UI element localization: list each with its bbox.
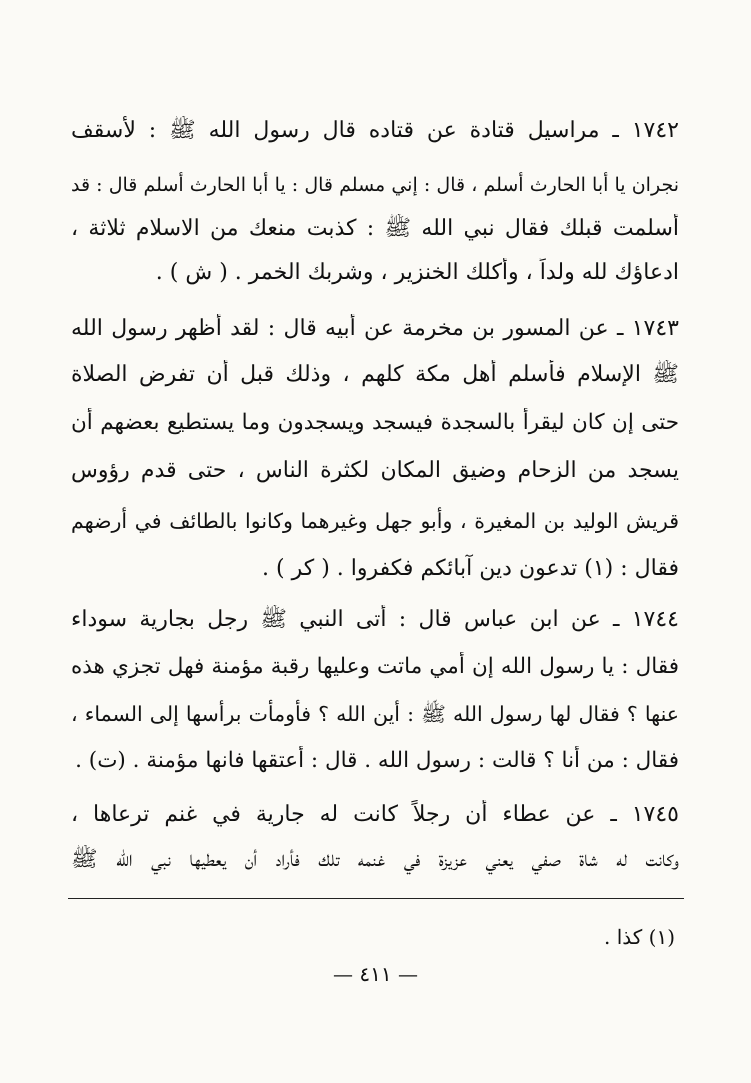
- text-line: حتى إن كان ليقرأ بالسجدة فيسجد ويسجدون وما يستطيع بعضهم أن: [71, 410, 679, 435]
- text-line: فقال : يا رسول الله إن أمي ماتت وعليها رقبة مؤمنة فهل تجزي هذه: [71, 654, 679, 679]
- text-line: ١٧٤٤ ـ عن ابن عباس قال : أتى النبي ﷺ رجل بجارية سوداء: [71, 607, 679, 632]
- text-line: ١٧٤٥ ـ عن عطاء أن رجلاً كانت له جارية في غنم ترعاها ،: [71, 802, 679, 827]
- footnote-divider: [68, 898, 684, 899]
- text-line: نجران يا أبا الحارث أسلم ، قال : إني مسلم قال : يا أبا الحارث أسلم قال : قد: [71, 174, 679, 196]
- text-line: يسجد من الزحام وضيق المكان لكثرة الناس ، حتى قدم رؤوس: [71, 458, 679, 483]
- text-line: فقال : من أنا ؟ قالت : رسول الله . قال : أعتقها فانها مؤمنة . (ت) .: [75, 748, 679, 773]
- text-line: قريش الوليد بن المغيرة ، وأبو جهل وغيرهما وكانوا بالطائف في أرضهم: [71, 509, 679, 533]
- text-line: ﷺ الإسلام فأسلم أهل مكة كلهم ، وذلك قبل أن تفرض الصلاة: [71, 362, 679, 387]
- text-line: ادعاؤك لله ولداً ، وأكلك الخنزير ، وشربك الخمر . ( ش ) .: [155, 260, 679, 285]
- text-line: فقال : (١) تدعون دين آبائكم فكفروا . ( كر ) .: [262, 556, 679, 581]
- page-number: — ٤١١ —: [333, 962, 418, 986]
- text-line: أسلمت قبلك فقال نبي الله ﷺ : كذبت منعك من الاسلام ثلاثة ،: [71, 216, 679, 241]
- text-line: وكانت له شاة صفي يعني عزيزة في غنمه تلك فأراد أن يعطيها نبي الله ﷺ: [71, 847, 679, 872]
- footnote: (١) كذا .: [603, 925, 675, 949]
- text-line: ١٧٤٣ ـ عن المسور بن مخرمة عن أبيه قال : لقد أظهر رسول الله: [71, 316, 679, 341]
- text-line: عنها ؟ فقال لها رسول الله ﷺ : أين الله ؟ فأومأت برأسها إلى السماء ،: [71, 702, 679, 726]
- text-line: ١٧٤٢ ـ مراسيل قتادة عن قتاده قال رسول الله ﷺ : لأسقف: [71, 118, 679, 143]
